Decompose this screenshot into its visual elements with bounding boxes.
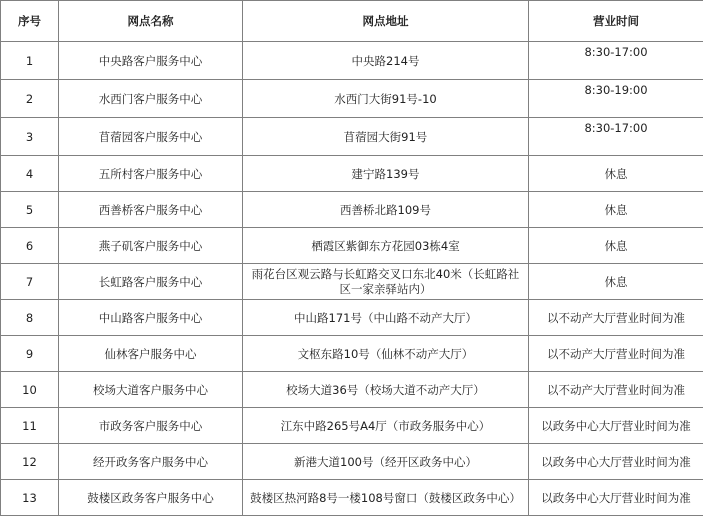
cell-serial-number: 6 [1,228,59,264]
header-outlet-name: 网点名称 [59,1,243,42]
cell-outlet-name: 市政务客户服务中心 [59,408,243,444]
cell-outlet-address: 中央路214号 [243,42,529,80]
table-row [1,192,703,228]
table-header-row [1,1,703,42]
table-row [1,408,703,444]
cell-outlet-name: 校场大道客户服务中心 [59,372,243,408]
table-row [1,156,703,192]
cell-business-hours: 休息 [529,228,703,264]
cell-outlet-address: 水西门大街91号-10 [243,80,529,118]
cell-business-hours: 以政务中心大厅营业时间为准 [529,408,703,444]
cell-outlet-name: 中央路客户服务中心 [59,42,243,80]
table-row [1,480,703,516]
cell-serial-number: 8 [1,300,59,336]
table-row [1,336,703,372]
table-row [1,42,703,80]
cell-business-hours: 休息 [529,156,703,192]
table-row [1,118,703,156]
cell-outlet-address: 新港大道100号（经开区政务中心） [243,444,529,480]
cell-outlet-name: 苜蓿园客户服务中心 [59,118,243,156]
cell-serial-number: 10 [1,372,59,408]
cell-outlet-name: 长虹路客户服务中心 [59,264,243,300]
table-row [1,372,703,408]
cell-outlet-name: 水西门客户服务中心 [59,80,243,118]
cell-business-hours: 以不动产大厅营业时间为准 [529,372,703,408]
cell-serial-number: 11 [1,408,59,444]
cell-serial-number: 7 [1,264,59,300]
cell-outlet-address: 栖霞区紫御东方花园03栋4室 [243,228,529,264]
cell-serial-number: 3 [1,118,59,156]
cell-outlet-name: 五所村客户服务中心 [59,156,243,192]
cell-business-hours: 以政务中心大厅营业时间为准 [529,444,703,480]
table-row [1,444,703,480]
cell-serial-number: 4 [1,156,59,192]
table-row [1,80,703,118]
cell-business-hours: 以政务中心大厅营业时间为准 [529,480,703,516]
header-outlet-address: 网点地址 [243,1,529,42]
cell-business-hours: 休息 [529,192,703,228]
table-row [1,228,703,264]
cell-business-hours: 8:30-17:00 [529,42,703,80]
cell-outlet-address: 中山路171号（中山路不动产大厅） [243,300,529,336]
cell-business-hours: 8:30-19:00 [529,80,703,118]
cell-serial-number: 13 [1,480,59,516]
cell-outlet-address: 西善桥北路109号 [243,192,529,228]
cell-outlet-name: 西善桥客户服务中心 [59,192,243,228]
cell-serial-number: 12 [1,444,59,480]
cell-outlet-address: 雨花台区观云路与长虹路交叉口东北40米（长虹路社区一家亲驿站内） [243,264,529,300]
cell-outlet-address: 建宁路139号 [243,156,529,192]
cell-business-hours: 以不动产大厅营业时间为准 [529,300,703,336]
cell-outlet-name: 经开政务客户服务中心 [59,444,243,480]
cell-outlet-address: 江东中路265号A4厅（市政务服务中心） [243,408,529,444]
cell-outlet-address: 校场大道36号（校场大道不动产大厅） [243,372,529,408]
table-row [1,264,703,300]
cell-outlet-address: 文枢东路10号（仙林不动产大厅） [243,336,529,372]
cell-outlet-name: 仙林客户服务中心 [59,336,243,372]
cell-outlet-address: 苜蓿园大街91号 [243,118,529,156]
cell-outlet-name: 燕子矶客户服务中心 [59,228,243,264]
cell-business-hours: 休息 [529,264,703,300]
cell-outlet-name: 鼓楼区政务客户服务中心 [59,480,243,516]
cell-serial-number: 9 [1,336,59,372]
cell-outlet-name: 中山路客户服务中心 [59,300,243,336]
header-business-hours: 营业时间 [529,1,703,42]
cell-outlet-address: 鼓楼区热河路8号一楼108号窗口（鼓楼区政务中心） [243,480,529,516]
cell-business-hours: 以不动产大厅营业时间为准 [529,336,703,372]
header-serial-number: 序号 [1,1,59,42]
cell-serial-number: 1 [1,42,59,80]
cell-business-hours: 8:30-17:00 [529,118,703,156]
table-row [1,300,703,336]
cell-serial-number: 2 [1,80,59,118]
cell-serial-number: 5 [1,192,59,228]
